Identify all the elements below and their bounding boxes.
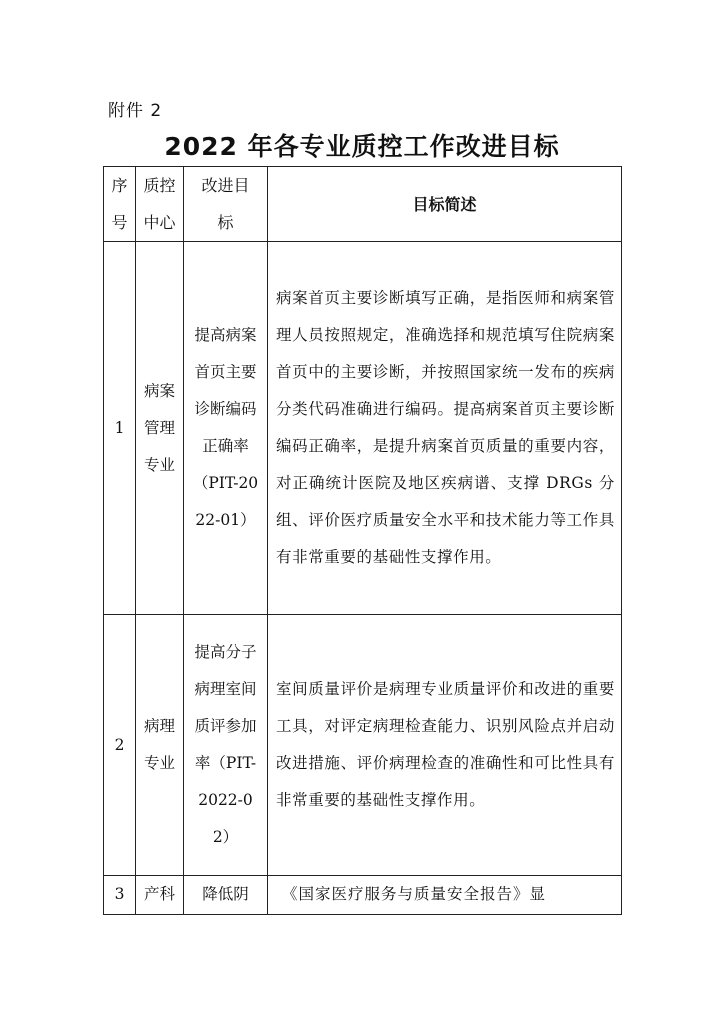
row-center: 病案管理专业: [136, 242, 184, 615]
row-center: 病理专业: [136, 615, 184, 876]
header-desc: 目标简述: [268, 167, 622, 242]
attachment-label: 附件 2: [108, 101, 163, 121]
header-seq: 序号: [104, 167, 136, 242]
table-row: [104, 242, 622, 615]
header-goal: 改进目标: [184, 167, 268, 242]
row-center: 产科: [136, 876, 184, 915]
goals-table: [103, 166, 622, 915]
header-center: 质控中心: [136, 167, 184, 242]
row-goal: 降低阴: [184, 876, 268, 915]
row-desc: 室间质量评价是病理专业质量评价和改进的重要工具，对评定病理检查能力、识别风险点并启动改进措施、评价病理检查的准确性和可比性具有非常重要的基础性支撑作用。: [268, 615, 622, 876]
row-goal: 提高分子病理室间质评参加率（PIT-2022-02）: [184, 615, 268, 876]
row-seq: 1: [104, 242, 136, 615]
row-seq: 3: [104, 876, 136, 915]
table-row: [104, 876, 622, 915]
row-seq: 2: [104, 615, 136, 876]
row-desc: 病案首页主要诊断填写正确，是指医师和病案管理人员按照规定，准确选择和规范填写住院病案首页中的主要诊断，并按照国家统一发布的疾病分类代码准确进行编码。提高病案首页主要诊断编码正确率，是提升病案首页质量的重要内容，对正确统计医院及地区疾病谱、支撑 DRGs 分组、评价医疗质量安全水平和技术能力等工作具有非常重要的基础性支撑作用。: [268, 242, 622, 615]
table-row: [104, 615, 622, 876]
row-goal: 提高病案首页主要诊断编码正确率（PIT-2022-01）: [184, 242, 268, 615]
row-desc: 《国家医疗服务与质量安全报告》显: [268, 876, 622, 915]
document-title: 2022 年各专业质控工作改进目标: [164, 132, 560, 161]
table-header-row: [104, 167, 622, 242]
